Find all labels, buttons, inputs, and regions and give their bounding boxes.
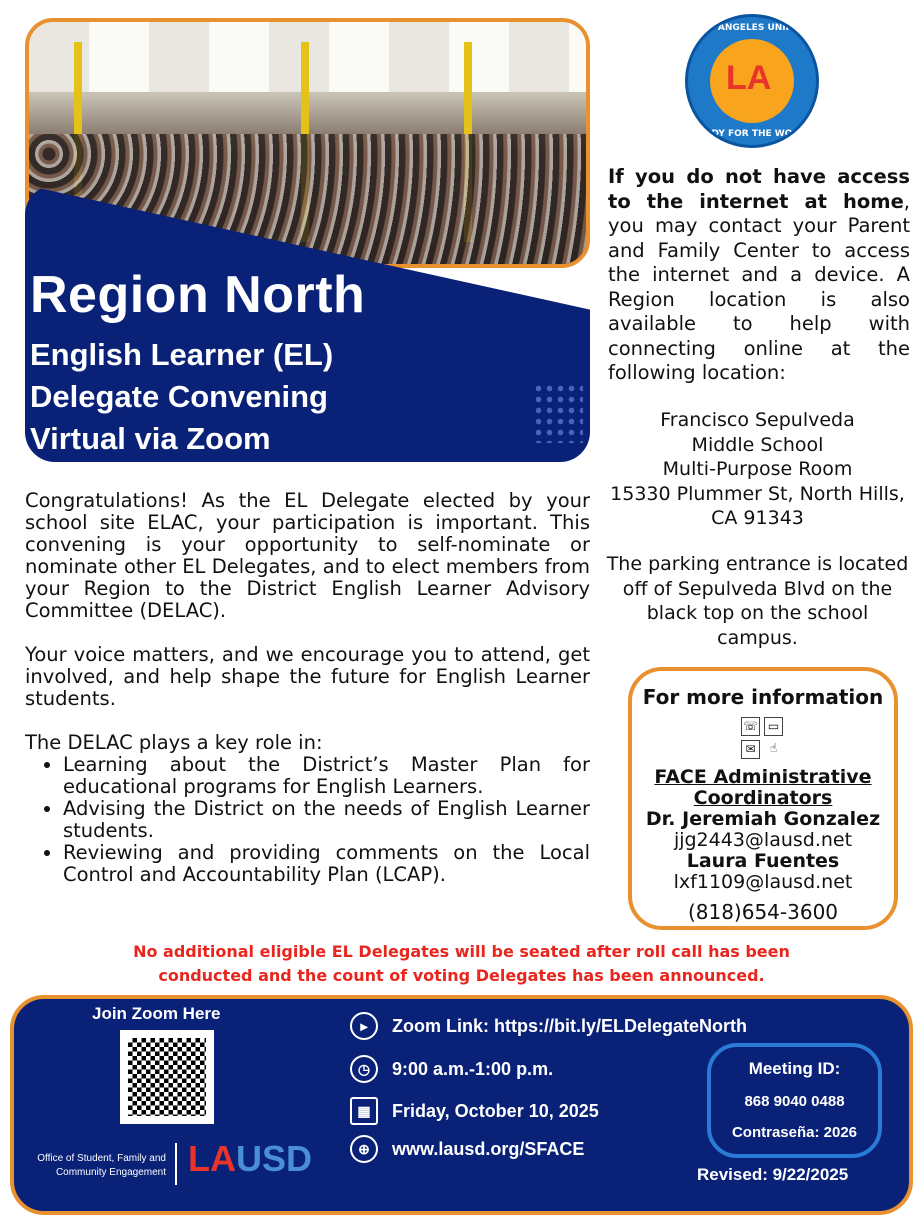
meeting-id: 868 9040 0488 [744, 1093, 845, 1110]
zoom-link-row[interactable] [350, 1012, 747, 1040]
contact-name: Dr. Jeremiah Gonzalez [645, 808, 881, 830]
subtitle-line: Virtual via Zoom [30, 421, 271, 456]
meeting-id-label: Meeting ID: [748, 1059, 841, 1078]
list-item: • Learning about the District’s Master Plan for educational programs for English Learners. [63, 754, 590, 798]
dot-pattern [533, 383, 583, 443]
join-zoom-label: Join Zoom Here [92, 1004, 221, 1023]
contact-box [628, 667, 898, 930]
meeting-password: Contraseña: 2026 [731, 1124, 858, 1141]
video-chat-icon: ▸ [350, 1012, 378, 1040]
contact-email[interactable]: jjg2443@lausd.net [673, 829, 853, 851]
address-line: 15330 Plummer St, North Hills, [610, 482, 905, 505]
contact-heading: For more information [642, 685, 884, 709]
globe-icon: ⊕ [350, 1135, 378, 1163]
contact-phone: (818)654-3600 [687, 900, 839, 924]
voice-paragraph: Your voice matters, and we encourage you to attend, get involved, and help shape the future for English Learner students. [25, 643, 590, 710]
body-text [25, 490, 590, 886]
time-row [350, 1055, 553, 1083]
contact-group: FACE Administrative Coordinators [654, 766, 872, 809]
address [605, 408, 910, 531]
website-link[interactable]: www.lausd.org/SFACE [392, 1138, 585, 1159]
internet-access-text [608, 165, 910, 386]
notice-line: No additional eligible EL Delegates will be seated after roll call has been [133, 942, 790, 961]
subtitle-line: Delegate Convening [30, 379, 328, 414]
calendar-icon: ▦ [350, 1097, 378, 1125]
revised-date: Revised: 9/22/2025 [697, 1165, 849, 1184]
eligibility-notice [0, 940, 923, 988]
contact-name: Laura Fuentes [686, 850, 840, 872]
zoom-qr-code[interactable] [120, 1030, 214, 1124]
contact-icon: ☏ ▭ ✉ ☝ [741, 717, 785, 761]
delac-intro: The DELAC plays a key role in: [25, 731, 323, 754]
lausd-seal-logo [685, 14, 819, 148]
address-line: Middle School [691, 433, 824, 456]
meeting-time: 9:00 a.m.-1:00 p.m. [392, 1058, 554, 1079]
date-row [350, 1097, 599, 1125]
meeting-id-box [707, 1043, 882, 1158]
lausd-logo: LAUSD [188, 1138, 313, 1179]
list-item: • Advising the District on the needs of English Learner students. [63, 798, 590, 842]
list-item: • Reviewing and providing comments on the Local Control and Accountability Plan (LCAP). [63, 842, 590, 886]
office-name: Office of Student, Family and Community Engagement [37, 1153, 166, 1178]
internet-rest: , you may contact your Parent and Family Center to access the internet and a device. A Region location is also available to help with connecting online at the following location: [608, 189, 910, 384]
address-line: CA 91343 [711, 507, 804, 529]
meeting-date: Friday, October 10, 2025 [392, 1100, 599, 1121]
internet-bold: If you do not have access to the internet at home [608, 165, 910, 213]
clock-icon: ◷ [350, 1055, 378, 1083]
logo-mark: LA [726, 59, 772, 97]
address-line: Francisco Sepulveda [660, 409, 855, 431]
address-line: Multi-Purpose Room [662, 458, 853, 480]
contact-email[interactable]: lxf1109@lausd.net [673, 871, 853, 893]
notice-line: conducted and the count of voting Delegates has been announced. [158, 966, 765, 985]
parking-info: The parking entrance is located off of Sepulveda Blvd on the black top on the school campus. [606, 553, 909, 649]
page-title: Region North [30, 266, 366, 324]
logo-top-text: LOS ANGELES UNIFIED [695, 23, 809, 33]
delac-list [63, 754, 590, 886]
zoom-link[interactable]: Zoom Link: https://bit.ly/ELDelegateNorth [392, 1015, 747, 1036]
intro-paragraph: Congratulations! As the EL Delegate elected by your school site ELAC, your participation is important. This convening is your opportunity to self-nominate or nominate other EL Delegates, and to elect members from your Region to the District English Learner Advisory Committee (DELAC). [25, 489, 590, 622]
website-row[interactable] [350, 1135, 584, 1163]
logo-bottom-text: READY FOR THE WORLD [691, 129, 813, 139]
subtitle-line: English Learner (EL) [30, 337, 334, 372]
